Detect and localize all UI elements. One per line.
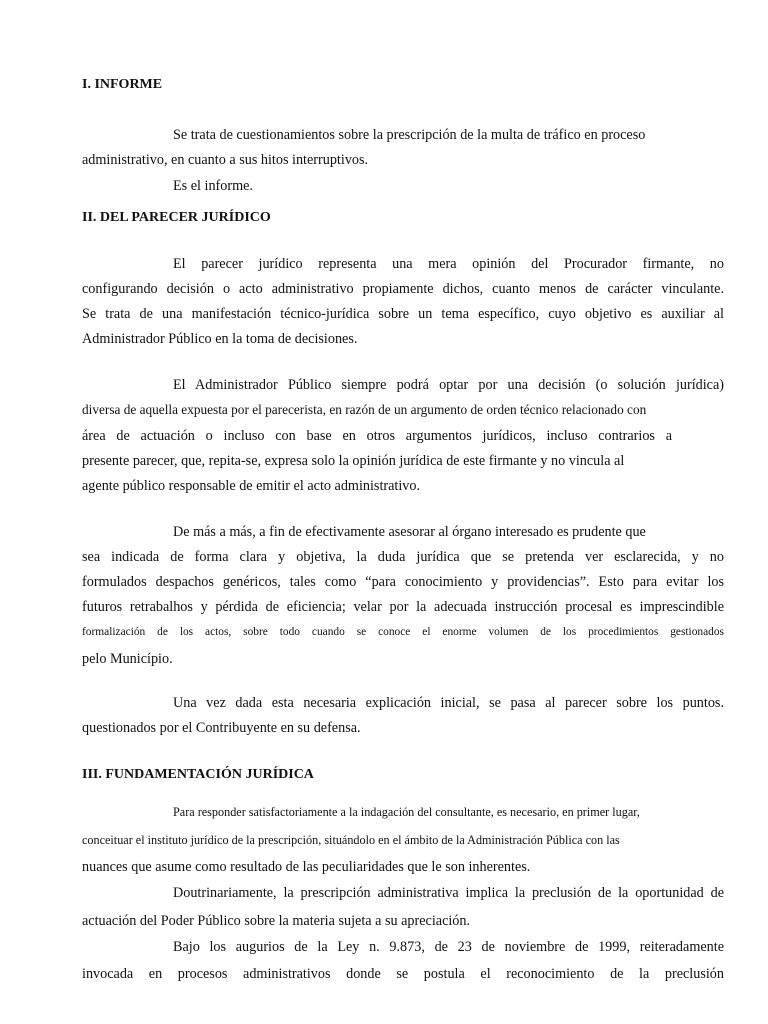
- text-line: administrativo, en cuanto a sus hitos interruptivos.: [82, 152, 369, 168]
- text-line: agente público responsable de emitir el acto administrativo.: [82, 478, 421, 494]
- text-line: Se trata de una manifestación técnico-jurídica sobre un tema específico, cuyo objetivo es auxiliar al: [82, 306, 724, 322]
- section-heading-parecer: II. DEL PARECER JURÍDICO: [82, 210, 271, 225]
- text-line: Se trata de cuestionamientos sobre la prescripción de la multa de tráfico en proceso: [173, 127, 646, 143]
- text-line: questionados por el Contribuyente en su defensa.: [82, 720, 361, 736]
- text-line: presente parecer, que, repita-se, expresa solo la opinión jurídica de este firmante y no vincula al: [82, 453, 625, 469]
- text-line: conceituar el instituto jurídico de la prescripción, situándolo en el ámbito de la Administración Pública con las: [82, 833, 620, 847]
- text-line: formalización de los actos, sobre todo cuando se conoce el enorme volumen de los procedimientos gestionados: [82, 626, 724, 638]
- text-line: sea indicada de forma clara y objetiva, la duda jurídica que se pretenda ver esclarecida, y no: [82, 549, 724, 565]
- text-line: pelo Município.: [82, 651, 173, 667]
- text-line: Es el informe.: [173, 178, 253, 194]
- text-line: actuación del Poder Público sobre la materia sujeta a su apreciación.: [82, 913, 471, 929]
- text-line: diversa de aquella expuesta por el parecerista, en razón de un argumento de orden técnico relacionado con: [82, 402, 647, 417]
- text-line: Para responder satisfactoriamente a la indagación del consultante, es necesario, en primer lugar,: [173, 805, 640, 819]
- text-line: futuros retrabalhos y pérdida de eficiencia; velar por la adecuada instrucción procesal es imprescindible: [82, 599, 724, 615]
- text-line: nuances que asume como resultado de las peculiaridades que le son inherentes.: [82, 859, 531, 875]
- section-heading-informe: I. INFORME: [82, 77, 163, 92]
- text-line: Administrador Público en la toma de decisiones.: [82, 331, 358, 347]
- text-line: configurando decisión o acto administrativo propiamente dichos, cuanto menos de carácter vinculante.: [82, 281, 724, 297]
- text-line: área de actuación o incluso con base en otros argumentos jurídicos, incluso contrarios a: [82, 428, 672, 444]
- text-line: El Administrador Público siempre podrá optar por una decisión (o solución jurídica): [173, 377, 724, 393]
- text-line: formulados despachos genéricos, tales como “para conocimiento y providencias”. Esto para evitar los: [82, 574, 724, 590]
- text-line: invocada en procesos administrativos donde se postula el reconocimiento de la preclusión: [82, 966, 724, 982]
- text-line: Bajo los augurios de la Ley n. 9.873, de 23 de noviembre de 1999, reiteradamente: [173, 939, 724, 955]
- text-line: De más a más, a fin de efectivamente asesorar al órgano interesado es prudente que: [173, 524, 646, 540]
- text-line: Una vez dada esta necesaria explicación inicial, se pasa al parecer sobre los puntos.: [173, 695, 724, 711]
- section-heading-fundamentacion: III. FUNDAMENTACIÓN JURÍDICA: [82, 767, 314, 782]
- text-line: Doutrinariamente, la prescripción administrativa implica la preclusión de la oportunidad de: [173, 885, 724, 901]
- text-line: El parecer jurídico representa una mera opinión del Procurador firmante, no: [173, 256, 724, 272]
